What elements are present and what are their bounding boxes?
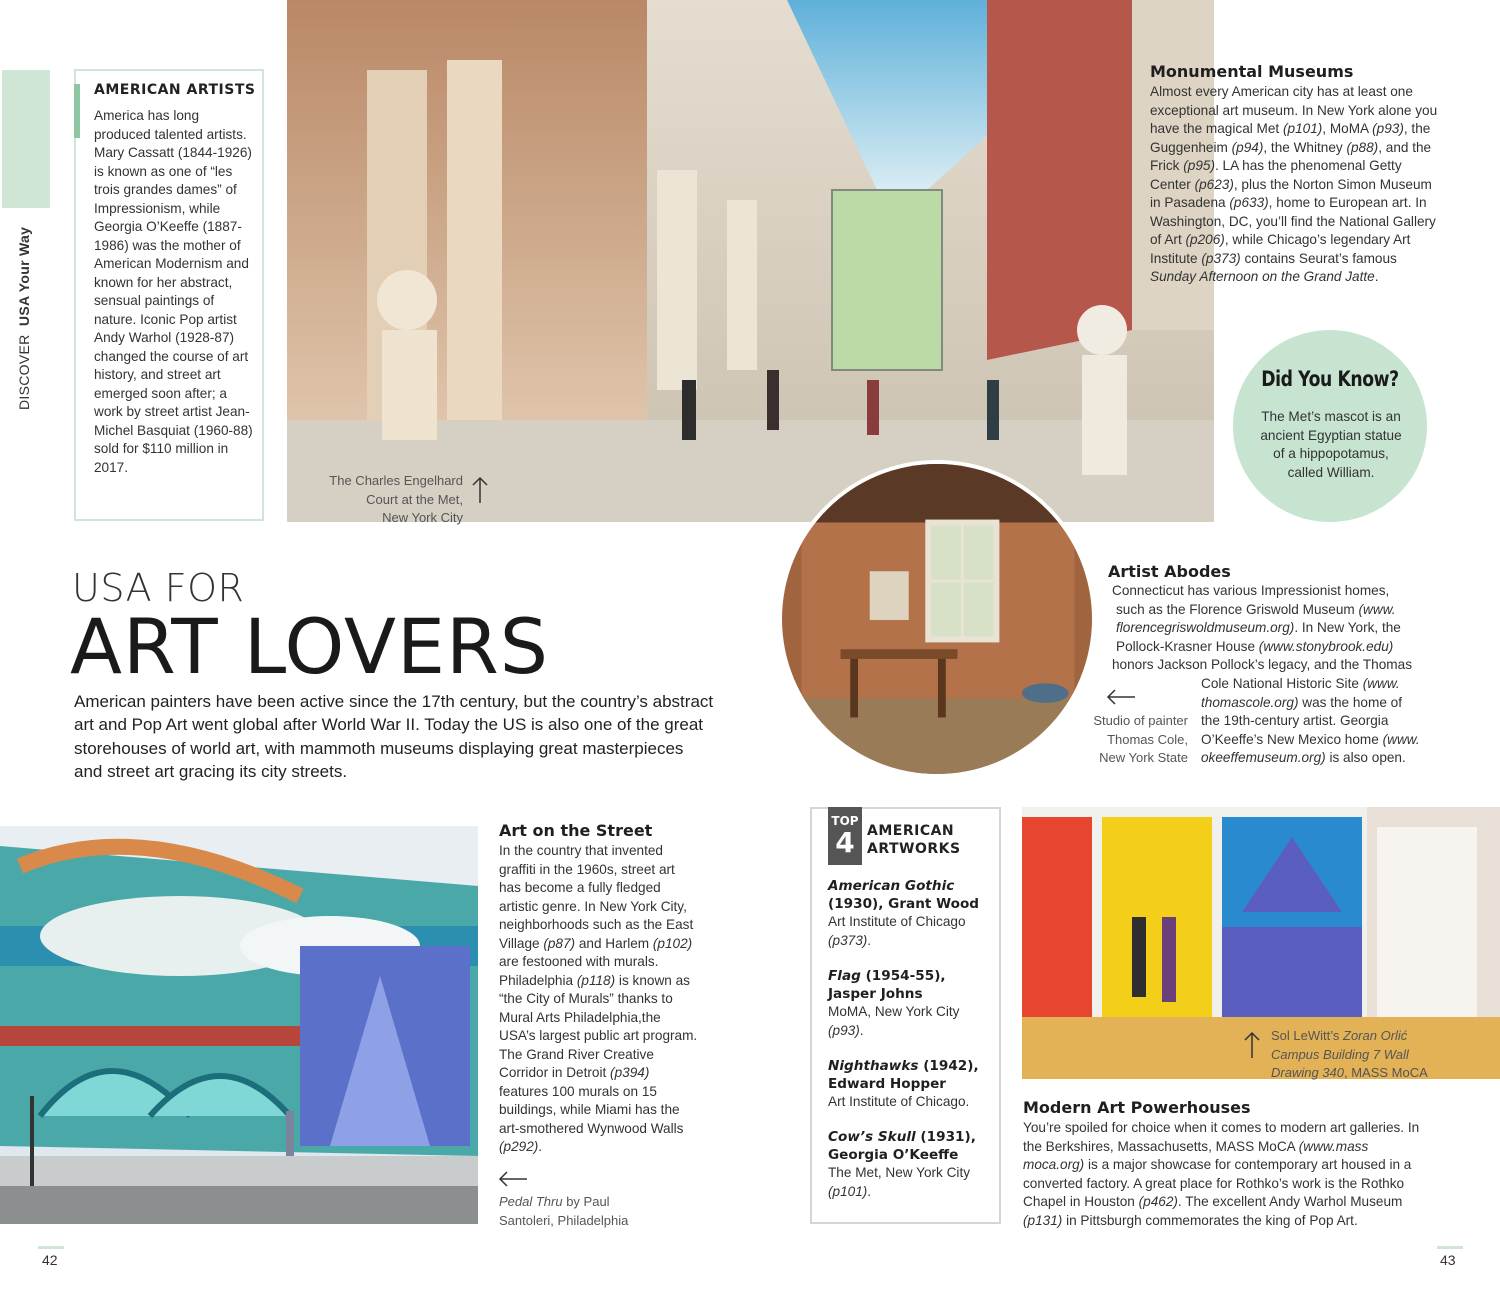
page-number-rule [1437,1246,1463,1249]
artist-abodes-title: Artist Abodes [1108,562,1231,581]
modern-art-section [1023,1098,1433,1230]
page-number-right: 43 [1440,1252,1456,1268]
art-on-street-title: Art on the Street [499,821,653,840]
did-you-know-title: Did You Know? [1261,367,1399,391]
top4-item: Cow’s Skull (1931), Georgia O’Keeffe The Met, New York City (p101). [828,1129,976,1199]
intro-paragraph: American painters have been active since the 17th century, but the country’s abstract art and Pop Art went global after World War II. Today the US is also one of the great storehouses of world art, with mammoth museums displaying great masterpieces and street art gracing its city streets. [74,692,714,781]
top4-item: Nighthawks (1942), Edward Hopper Art Institute of Chicago. [828,1058,979,1109]
art-on-street-section [499,821,699,1157]
section-label: DISCOVER USA Your Way [16,226,32,410]
studio-photo [778,460,1096,778]
artist-abodes-body-bottom: Cole National Historic Site (www. thomascole.org) was the home of the 19th-century artist. Georgia O’Keeffe’s New Mexico home (www. okeeffemuseum.org) is also open. [1201,676,1420,765]
mural-caption: Pedal Thru by Paul Santoleri, Philadelphia [499,1194,629,1228]
accent-bar [74,84,80,138]
modern-art-title: Modern Art Powerhouses [1023,1098,1251,1117]
top4-title: AMERICAN ARTWORKS [867,823,961,857]
top4-badge-label: TOP [831,814,859,828]
top4-item: American Gothic (1930), Grant Wood Art Institute of Chicago (p373). [828,878,980,948]
arrow-left-icon [497,1170,529,1188]
top4-item: Flag (1954-55), Jasper Johns MoMA, New York City (p93). [828,968,960,1038]
page-number-rule [38,1246,64,1249]
monumental-museums-title: Monumental Museums [1150,62,1354,81]
met-caption: The Charles Engelhard Court at the Met, New York City [329,473,463,525]
did-you-know-body: The Met’s mascot is an ancient Egyptian statue of a hippopotamus, called William. [1260,409,1402,480]
page-number-left: 42 [42,1252,58,1268]
lewitt-caption: Sol LeWitt’s Zoran Orlić Campus Building 7 Wall Drawing 340, MASS MoCA [1271,1028,1428,1080]
monumental-museums-body: Almost every American city has at least one exceptional art museum. In New York alone you have the magical Met (p101), MoMA (p93), the Guggenheim (p94), the Whitney (p88), and the Frick (p95). LA has the phenomenal Getty Center (p623), plus the Norton Simon Museum in Pasadena (p633), home to European art. In Washington, DC, you’ll find the National Gallery of Art (p206), while Chicago’s legendary Art Institute (p373) contains Seurat’s famous Sunday Afternoon on the Grand Jatte. [1150,84,1438,284]
arrow-up-icon [1242,1030,1262,1060]
met-court-photo [287,0,1214,522]
artist-abodes-body-top: Connecticut has various Impressionist homes, such as the Florence Griswold Museum (www. florencegriswoldmuseum.org). In New York, the Pollock-Krasner House (www.stonybrook.edu) honors Jackson Pollock’s legacy, and the Thomas [1112,583,1412,672]
section-tab [2,70,50,208]
monumental-museums-section [1150,62,1440,287]
american-artists-title: AMERICAN ARTISTS [94,82,256,98]
mural-photo [0,826,478,1224]
top4-badge-number: 4 [835,826,855,859]
arrow-left-icon [1105,688,1137,706]
arrow-up-icon [470,475,490,505]
art-on-street-body: In the country that invented graffiti in the 1960s, street art has become a fully fledged artistic genre. In New York City, neighborhoods such as the East Village (p87) and Harlem (p102) are festooned with murals. Philadelphia (p118) is known as “the City of Murals” thanks to Mural Arts Philadelphia,the USA’s largest public art program. The Grand River Creative Corridor in Detroit (p394) features 100 murals on 15 buildings, while Miami has the art-smothered Wynwood Walls (p292). [499,843,698,1154]
modern-art-body: You’re spoiled for choice when it comes to modern art galleries. In the Berkshires, Massachusetts, MASS MoCA (www.mass moca.org) is a major showcase for contemporary art housed in a converted factory. A great place for Rothko’s work is the Rothko Chapel in Houston (p462). The excellent Andy Warhol Museum (p131) in Pittsburgh commemorates the king of Pop Art. [1023,1120,1420,1228]
american-artists-body: America has long produced talented artists. Mary Cassatt (1844-1926) is known as one of “les trois grandes dames” of Impressionism, while Georgia O’Keeffe (1887-1986) was the mother of American Modernism and known for her abstract, sensual paintings of nature. Iconic Pop artist Andy Warhol (1928-87) changed the course of art history, and street art emerged soon after; a work by street artist Jean-Michel Basquiat (1960-88) sold for $110 million in 2017. [94,108,253,475]
headline-line2: ART LOVERS [70,602,550,691]
studio-caption: Studio of painter Thomas Cole, New York State [1093,713,1188,765]
headline-line1: USA FOR [72,566,245,610]
